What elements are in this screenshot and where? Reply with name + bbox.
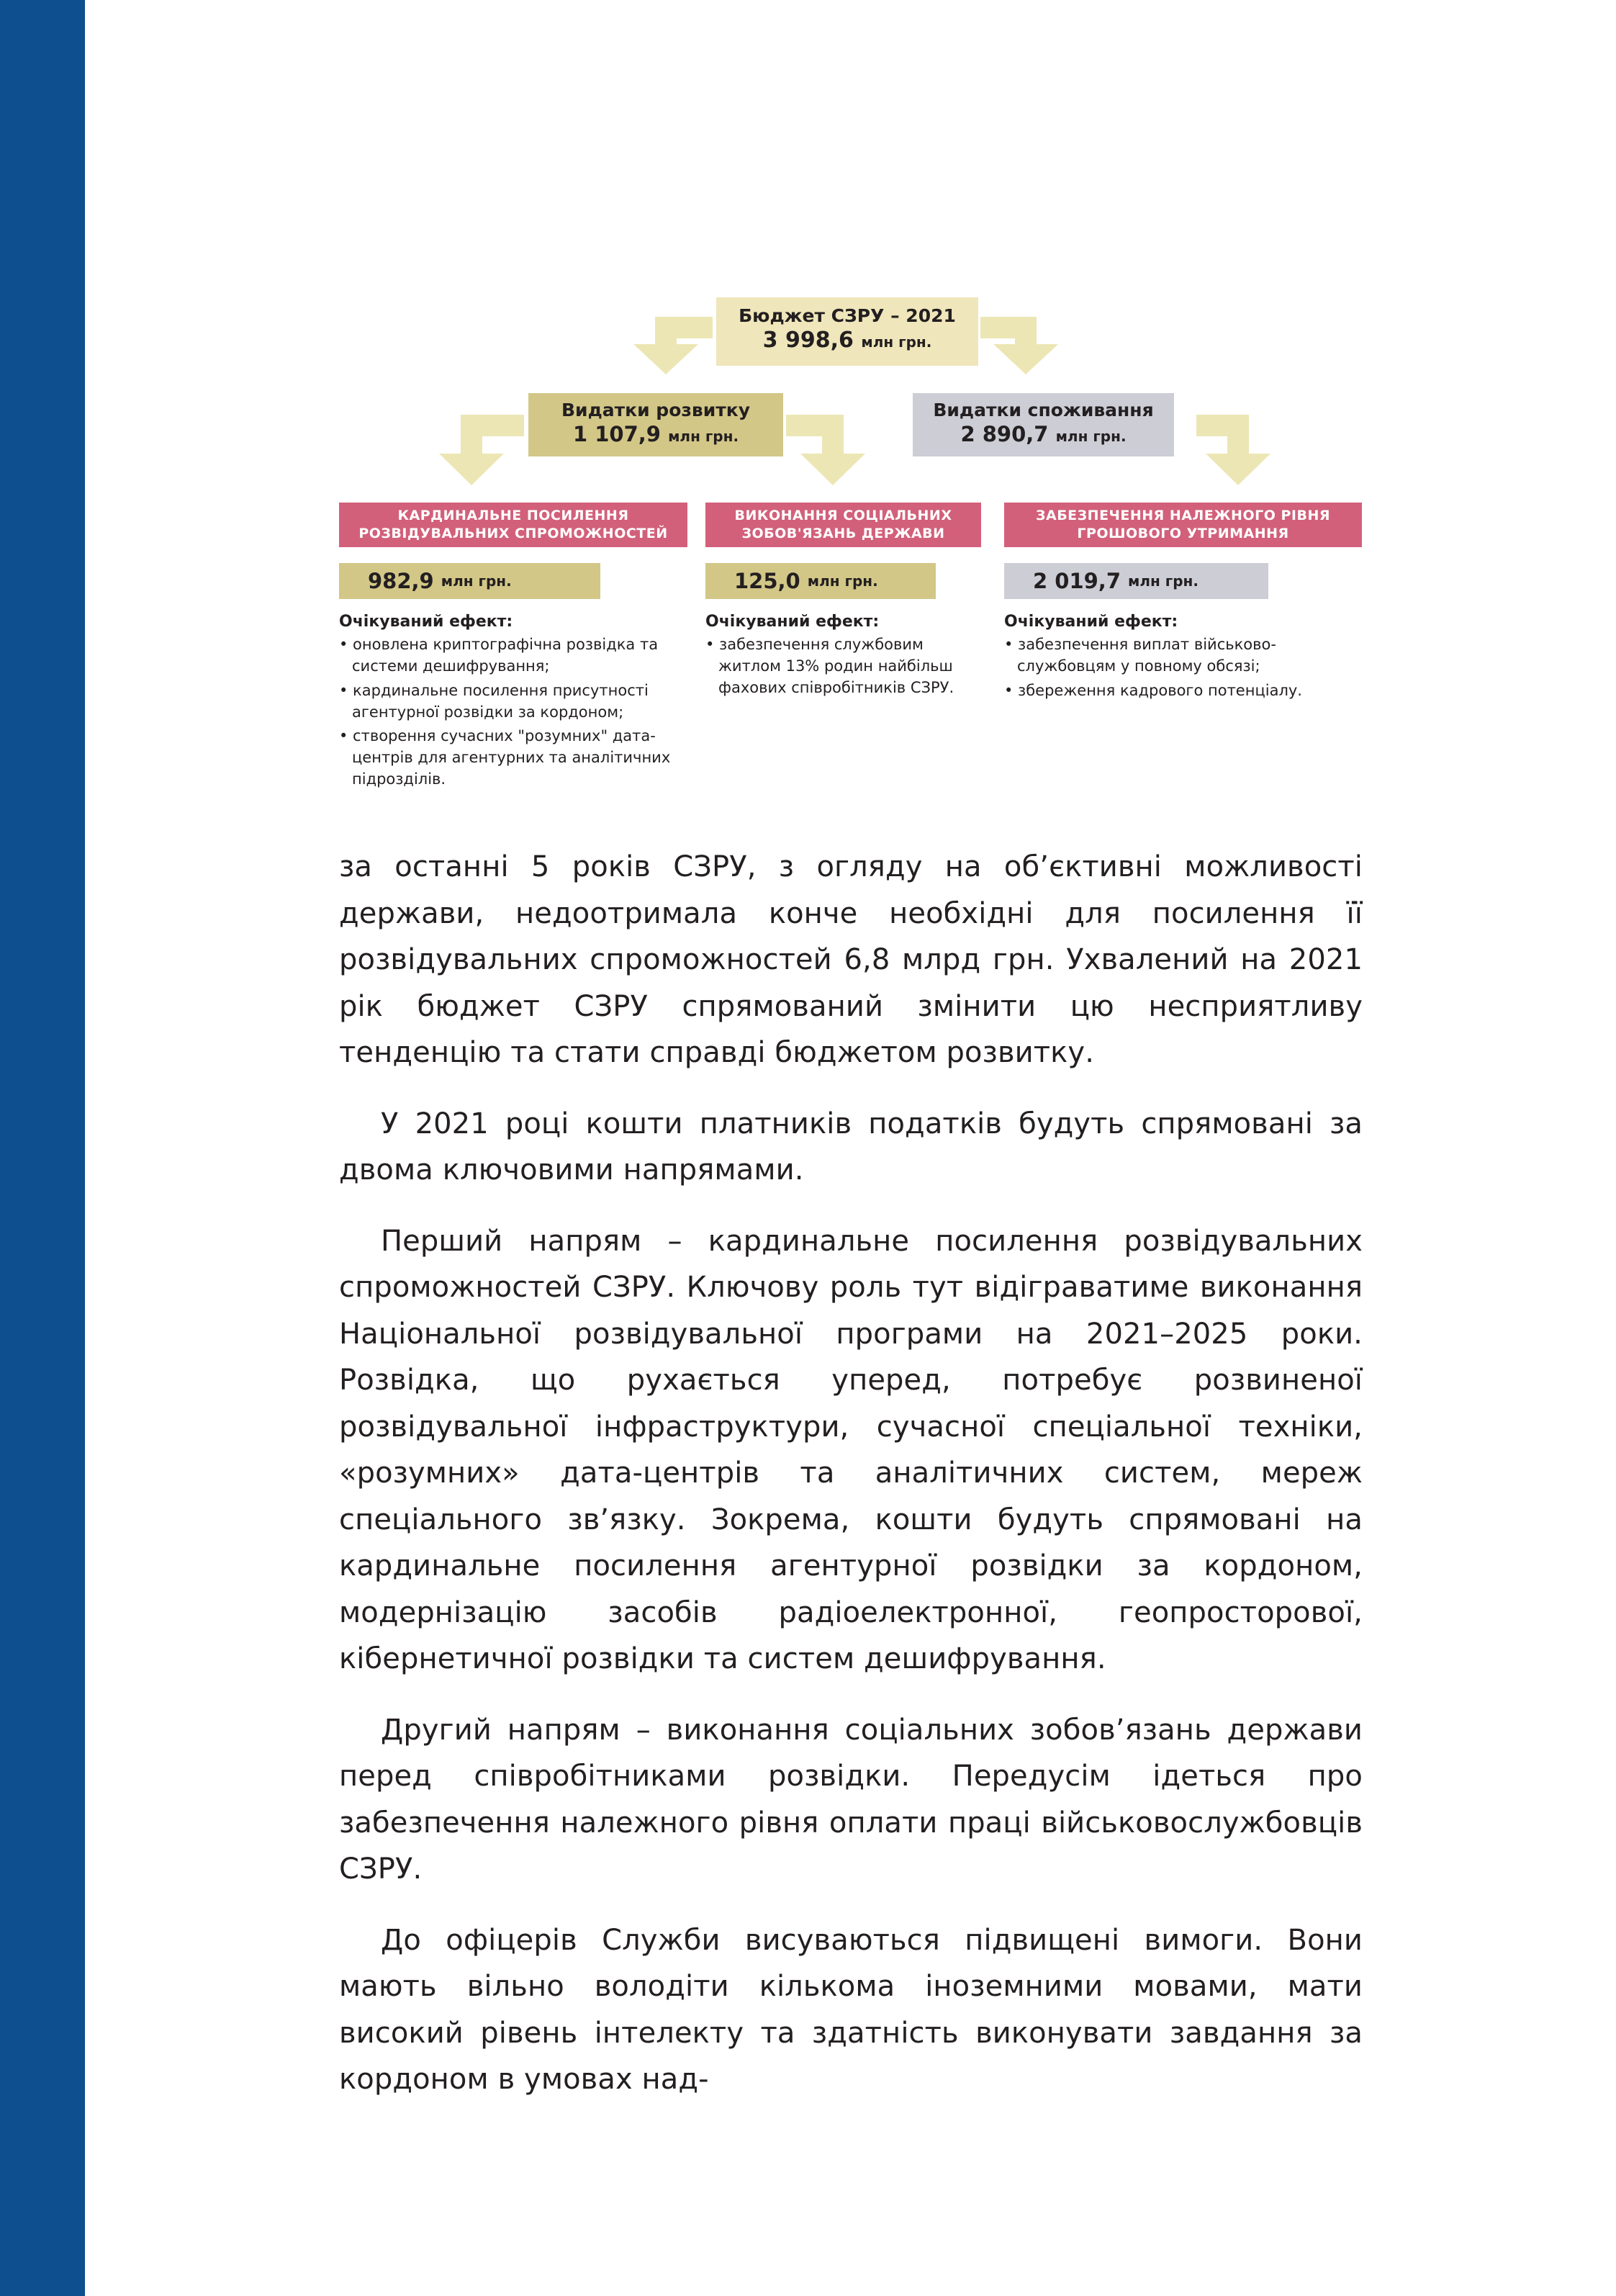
- consumption-amount-line: [913, 421, 1174, 447]
- consumption-amount: 2 890,7: [960, 422, 1049, 447]
- page-number: 60: [92, 2169, 138, 2210]
- book-title: Біла книга: [85, 297, 110, 418]
- development-unit: млн грн.: [668, 428, 739, 446]
- arrow-budget-to-development: [633, 317, 713, 374]
- direction-1-amount: 982,9: [368, 569, 434, 593]
- paragraph: Перший напрям – кардинальне посилення розвідувальних спроможностей СЗРУ. Ключову роль тут відіграватиме виконання Національної розвідувальної програми на 2021–2025 роки. Розвідка, що рухається уперед, потребує розвиненої розвідувальної інфраструктури, сучасної спеціальної техніки, «розумних» дата-центрів та аналітичних систем, мереж спеціального зв’язку. Зокрема, кошти будуть спрямовані на кардинальне посилення агентурної розвідки за кордоном, модернізацію засобів радіоелектронної, геопросторової, кібернетичної розвідки та систем дешифрування.: [339, 1224, 1363, 1675]
- paragraph: До офіцерів Служби висуваються підвищені вимоги. Вони мають вільно володіти кількома іноземними мовами, мати високий рівень інтелекту та здатність виконувати завдання за кордоном в умовах над-: [339, 1923, 1363, 2096]
- direction-2-unit: млн грн.: [807, 572, 878, 590]
- arrow-development-to-direction-2: [786, 415, 865, 485]
- budget-title: Бюджет СЗРУ – 2021: [739, 305, 956, 326]
- direction-3-effect-item: • збереження кадрового потенціалу.: [1004, 681, 1302, 699]
- budget-unit: млн грн.: [861, 333, 932, 351]
- book-subtitle: Загальна інформація про Службу зовнішньої розвідки України: [91, 1168, 120, 2012]
- direction-2-header-line2: ЗОБОВ'ЯЗАНЬ ДЕРЖАВИ: [741, 526, 945, 541]
- body-text: [339, 844, 1363, 2128]
- direction-3-amount-box: [1004, 563, 1268, 599]
- direction-1-header-line2: РОЗВІДУВАЛЬНИХ СПРОМОЖНОСТЕЙ: [358, 526, 668, 541]
- direction-2-amount-box: [705, 563, 936, 599]
- direction-3-header: [1004, 503, 1362, 547]
- direction-3-effect-title: Очікуваний ефект:: [1004, 613, 1178, 631]
- direction-1-header: [339, 503, 687, 547]
- direction-1-header-line1: КАРДИНАЛЬНЕ ПОСИЛЕННЯ: [397, 508, 629, 524]
- development-amount: 1 107,9: [572, 422, 661, 447]
- consumption-title: Видатки споживання: [933, 400, 1154, 420]
- paragraph: У 2021 році кошти платників податків будуть спрямовані за двома ключовими напрямами.: [339, 1107, 1363, 1187]
- direction-3-effect-item: • забезпечення виплат військово-службовцям у повному обсязі;: [1004, 636, 1276, 675]
- development-title: Видатки розвитку: [561, 400, 750, 420]
- paragraph: за останні 5 років СЗРУ, з огляду на об’єктивні можливості держави, недоотримала конче необхідні для посилення її розвідувальних спроможностей 6,8 млрд грн. Ухвалений на 2021 рік бюджет СЗРУ спрямований змінити цю несприятливу тенденцію та стати справді бюджетом розвитку.: [339, 850, 1363, 1069]
- development-box: [528, 393, 783, 456]
- direction-2-effect-title: Очікуваний ефект:: [705, 613, 880, 631]
- arrow-development-to-direction-1: [439, 415, 524, 485]
- direction-3-header-line1: ЗАБЕЗПЕЧЕННЯ НАЛЕЖНОГО РІВНЯ: [1036, 508, 1330, 524]
- direction-1-effect-item: • оновлена криптографічна розвідка та системи дешифрування;: [339, 636, 659, 675]
- arrow-budget-to-consumption: [980, 317, 1058, 374]
- direction-3-effect: [1004, 611, 1342, 705]
- budget-amount-line: [716, 327, 978, 354]
- paragraph: Другий напрям – виконання соціальних зобов’язань держави перед співробітниками розвідки. Передусім ідеться про забезпечення належного рівня оплати праці військовослужбовців СЗРУ.: [339, 1713, 1363, 1886]
- development-amount-line: [528, 421, 783, 447]
- arrow-consumption-to-direction-3: [1196, 415, 1270, 485]
- consumption-unit: млн грн.: [1055, 428, 1127, 446]
- direction-2-effect: [705, 611, 986, 702]
- direction-1-effect: [339, 611, 677, 793]
- direction-2-effect-item: • забезпечення службовим житлом 13% родин найбільш фахових співробітників СЗРУ.: [705, 636, 954, 696]
- direction-1-effect-item: • створення сучасних "розумних" дата-центрів для агентурних та аналітичних підрозділів.: [339, 727, 671, 788]
- direction-1-unit: млн грн.: [441, 572, 512, 590]
- budget-box: [716, 297, 978, 366]
- direction-1-amount-box: [339, 563, 600, 599]
- direction-1-effect-item: • кардинальне посилення присутності агентурної розвідки за кордоном;: [339, 681, 649, 721]
- budget-amount: 3 998,6: [762, 328, 854, 354]
- direction-3-unit: млн грн.: [1128, 572, 1199, 590]
- diagram-arrows: [0, 0, 1616, 547]
- direction-2-amount: 125,0: [734, 569, 800, 593]
- direction-3-amount: 2 019,7: [1033, 569, 1121, 593]
- consumption-box: [913, 393, 1174, 456]
- direction-1-effect-title: Очікуваний ефект:: [339, 613, 513, 631]
- direction-3-header-line2: ГРОШОВОГО УТРИМАННЯ: [1077, 526, 1289, 541]
- direction-2-header: [705, 503, 981, 547]
- direction-2-header-line1: ВИКОНАННЯ СОЦІАЛЬНИХ: [734, 508, 952, 524]
